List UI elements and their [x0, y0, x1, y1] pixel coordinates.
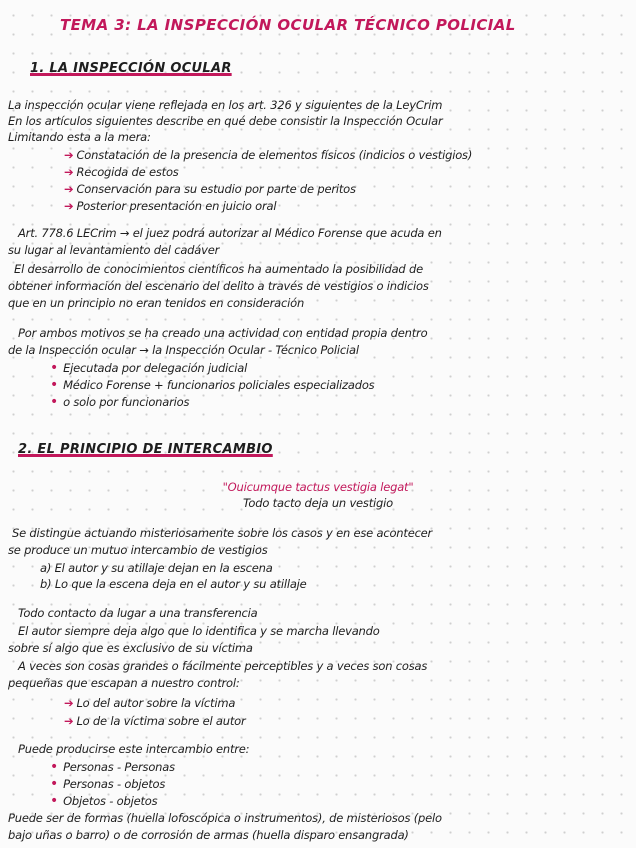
s1-list2-item: • Ejecutada por delegación judicial [50, 360, 248, 376]
s2-p4-line-1: Puede ser de formas (huella lofoscópica o instrumentos), de misteriosos (pelo [8, 811, 442, 825]
s1-p3-line-2: de la Inspección ocular → la Inspección Ocular - Técnico Policial [8, 343, 359, 357]
page-title: TEMA 3: LA INSPECCIÓN OCULAR TÉCNICO POLICIAL [60, 16, 516, 34]
s2-p3: Puede producirse este intercambio entre: [18, 742, 250, 756]
s1-list1-item: ➔ Conservación para su estudio por parte de peritos [64, 182, 356, 196]
section-1-heading: 1. LA INSPECCIÓN OCULAR [30, 61, 232, 76]
s1-list2-item: • Médico Forense + funcionarios policiales especializados [50, 377, 375, 393]
s2-list2-item: • Personas - objetos [50, 776, 166, 792]
s2-p1-line-2: se produce un mutuo intercambio de vestigios [8, 543, 268, 557]
arrow-icon: ➔ [64, 165, 74, 179]
s2-arrow-item: ➔ Lo del autor sobre la víctima [64, 696, 236, 710]
s1-p2-line-2: su lugar al levantamiento del cadáver [8, 243, 220, 257]
arrow-icon: ➔ [64, 148, 74, 162]
s1-list1-item: ➔ Posterior presentación en juicio oral [64, 199, 277, 213]
s1-p1-line-3: Limitando esta a la mera: [8, 130, 151, 144]
arrow-icon: ➔ [64, 696, 74, 710]
s1-p2-line-1: Art. 778.6 LECrim → el juez podrá autorizar al Médico Forense que acuda en [18, 226, 442, 240]
s1-p2-line-5: que en un principio no eran tenidos en consideración [8, 296, 305, 310]
s2-p1-line-1: Se distingue actuando misteriosamente sobre los casos y en ese acontecer [12, 526, 433, 540]
s2-p2-line-5: pequeñas que escapan a nuestro control: [8, 676, 240, 690]
s2-list2-item: • Personas - Personas [50, 759, 175, 775]
s2-p2-line-2: El autor siempre deja algo que lo identifica y se marcha llevando [18, 624, 380, 638]
arrow-icon: ➔ [64, 199, 74, 213]
arrow-icon: ➔ [64, 714, 74, 728]
bullet-icon: • [50, 793, 59, 809]
bullet-icon: • [50, 776, 59, 792]
quote-translation: Todo tacto deja un vestigio [243, 496, 393, 510]
s1-list2-item: • o solo por funcionarios [50, 394, 190, 410]
section-2-heading: 2. EL PRINCIPIO DE INTERCAMBIO [18, 442, 273, 457]
s2-list1-item: a) El autor y su atillaje dejan en la escena [40, 561, 273, 575]
s1-list1-item: ➔ Recogida de estos [64, 165, 179, 179]
s1-list1-item: ➔ Constatación de la presencia de elementos físicos (indicios o vestigios) [64, 148, 473, 162]
latin-quote: "Ouicumque tactus vestigia legat" [222, 480, 414, 494]
s2-p4-line-2: bajo uñas o barro) o de corrosión de armas (huella disparo ensangrada) [8, 828, 409, 842]
s2-list1-item: b) Lo que la escena deja en el autor y su atillaje [40, 577, 307, 591]
arrow-icon: ➔ [64, 182, 74, 196]
s2-p2-line-1: Todo contacto da lugar a una transferencia [18, 606, 258, 620]
s1-p3-line-1: Por ambos motivos se ha creado una actividad con entidad propia dentro [18, 326, 428, 340]
s1-p1-line-2: En los artículos siguientes describe en qué debe consistir la Inspección Ocular [8, 114, 443, 128]
s2-list2-item: • Objetos - objetos [50, 793, 158, 809]
bullet-icon: • [50, 394, 59, 410]
s2-p2-line-4: A veces son cosas grandes o fácilmente perceptibles y a veces son cosas [18, 659, 428, 673]
bullet-icon: • [50, 377, 59, 393]
s1-p2-line-4: obtener información del escenario del delito a través de vestigios o indicios [8, 279, 429, 293]
s1-p2-line-3: El desarrollo de conocimientos científicos ha aumentado la posibilidad de [14, 262, 423, 276]
bullet-icon: • [50, 360, 59, 376]
s2-arrow-item: ➔ Lo de la víctima sobre el autor [64, 714, 246, 728]
s2-p2-line-3: sobre sí algo que es exclusivo de su víctima [8, 641, 253, 655]
bullet-icon: • [50, 759, 59, 775]
s1-p1-line-1: La inspección ocular viene reflejada en los art. 326 y siguientes de la LeyCrim [8, 98, 443, 112]
